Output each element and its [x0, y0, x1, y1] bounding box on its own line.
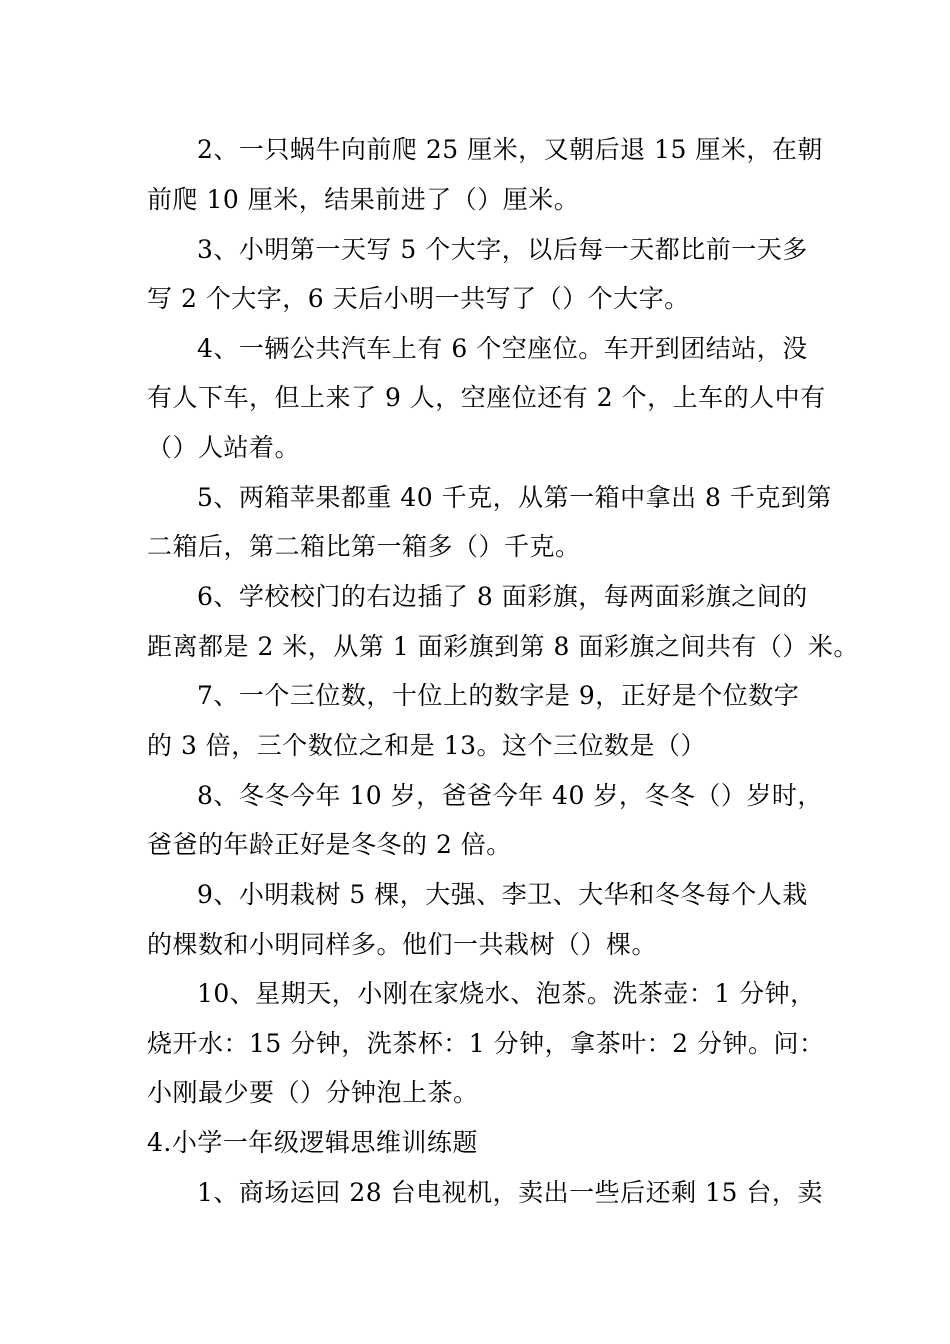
q9-line-1: 9、小明栽树 5 棵，大强、李卫、大华和冬冬每个人栽: [197, 880, 808, 909]
q4-line-3: （）人站着。: [147, 433, 301, 462]
q7-line-1: 7、一个三位数，十位上的数字是 9，正好是个位数字: [197, 681, 800, 710]
q7-line-2: 的 3 倍，三个数位之和是 13。这个三位数是（）: [147, 731, 707, 760]
q5-line-1: 5、两箱苹果都重 40 千克，从第一箱中拿出 8 千克到第: [197, 483, 832, 512]
q6-line-2: 距离都是 2 米，从第 1 面彩旗到第 8 面彩旗之间共有（）米。: [147, 632, 859, 661]
q8-line-2: 爸爸的年龄正好是冬冬的 2 倍。: [147, 830, 512, 859]
section-heading: 4.小学一年级逻辑思维训练题: [147, 1128, 478, 1157]
q10-line-2: 烧开水：15 分钟，洗茶杯：1 分钟，拿茶叶：2 分钟。问：: [147, 1029, 825, 1058]
q3-line-2: 写 2 个大字，6 天后小明一共写了（）个大字。: [147, 284, 690, 313]
q9-line-2: 的棵数和小明同样多。他们一共栽树（）棵。: [147, 930, 658, 959]
q5-line-2: 二箱后，第二箱比第一箱多（）千克。: [147, 532, 581, 561]
q4-line-2: 有人下车，但上来了 9 人，空座位还有 2 个，上车的人中有: [147, 383, 826, 412]
q3-line-1: 3、小明第一天写 5 个大字，以后每一天都比前一天多: [197, 235, 808, 264]
q10-line-3: 小刚最少要（）分钟泡上茶。: [147, 1078, 479, 1107]
q2-line-2: 前爬 10 厘米，结果前进了（）厘米。: [147, 185, 580, 214]
q6-line-1: 6、学校校门的右边插了 8 面彩旗，每两面彩旗之间的: [197, 582, 808, 611]
q8-line-1: 8、冬冬今年 10 岁，爸爸今年 40 岁，冬冬（）岁时，: [197, 781, 823, 810]
q10-line-1: 10、星期天，小刚在家烧水、泡茶。洗茶壶：1 分钟，: [197, 979, 816, 1008]
q4-line-1: 4、一辆公共汽车上有 6 个空座位。车开到团结站，没: [197, 334, 808, 363]
next-q1-line-1: 1、商场运回 28 台电视机，卖出一些后还剩 15 台，卖: [197, 1178, 823, 1207]
q2-line-1: 2、一只蜗牛向前爬 25 厘米，又朝后退 15 厘米，在朝: [197, 135, 823, 164]
